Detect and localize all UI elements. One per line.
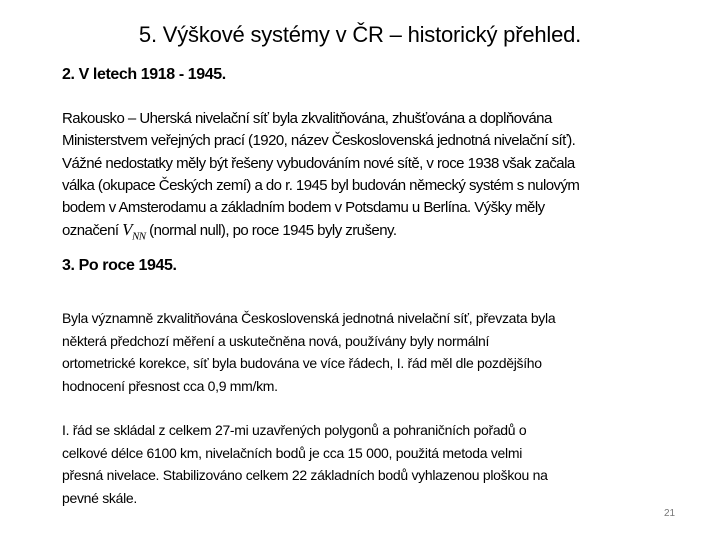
text-line: pevné skále. bbox=[62, 489, 138, 506]
text-line: Rakousko – Uherská nivelační síť byla zkvalitňována, zhušťována a doplňována bbox=[62, 110, 552, 127]
text-line: bodem v Amsterodamu a základním bodem v Potsdamu u Berlína. Výšky měly bbox=[62, 199, 545, 217]
text-segment: označení bbox=[62, 222, 123, 240]
page-number: 21 bbox=[664, 508, 676, 519]
section-heading-after-1945: 3. Po roce 1945. bbox=[62, 257, 177, 274]
text-segment: (normal null), po roce 1945 byly zrušeny. bbox=[145, 222, 397, 240]
section-heading-1918-1945: 2. V letech 1918 - 1945. bbox=[62, 66, 226, 83]
text-line: některá předchozí měření a uskutečněna nová, používány byly normální bbox=[62, 332, 490, 349]
text-line: celkové délce 6100 km, nivelačních bodů je cca 15 000, použitá metoda velmi bbox=[62, 444, 523, 461]
symbol-subscript: NN bbox=[131, 230, 146, 243]
vnn-symbol bbox=[122, 220, 146, 243]
text-line: hodnocení přesnost cca 0,9 mm/km. bbox=[62, 377, 278, 394]
text-line: Ministerstvem veřejných prací (1920, název Československá jednotná nivelační síť). bbox=[62, 132, 576, 150]
section3-paragraph-2 bbox=[62, 419, 548, 509]
symbol-main: V bbox=[122, 220, 132, 240]
text-line: ortometrické korekce, síť byla budována ve více řádech, I. řád měl dle pozdějšího bbox=[62, 355, 542, 371]
text-line bbox=[62, 219, 579, 241]
slide-title: 5. Výškové systémy v ČR – historický přehled. bbox=[138, 22, 582, 47]
section2-paragraph bbox=[62, 108, 579, 242]
text-line: přesná nivelace. Stabilizováno celkem 22 základních bodů vyhlazenou ploškou na bbox=[62, 467, 548, 483]
text-line: Byla významně zkvalitňována Československá jednotná nivelační síť, převzata byla bbox=[62, 310, 556, 326]
text-line: I. řád se skládal z celkem 27-mi uzavřených polygonů a pohraničních pořadů o bbox=[62, 422, 527, 438]
text-line: válka (okupace Českých zemí) a do r. 1945 byl budován německý systém s nulovým bbox=[62, 176, 580, 194]
section3-paragraph-1 bbox=[62, 307, 555, 397]
text-line: Vážné nedostatky měly být řešeny vybudováním nové sítě, v roce 1938 však začala bbox=[62, 154, 575, 172]
